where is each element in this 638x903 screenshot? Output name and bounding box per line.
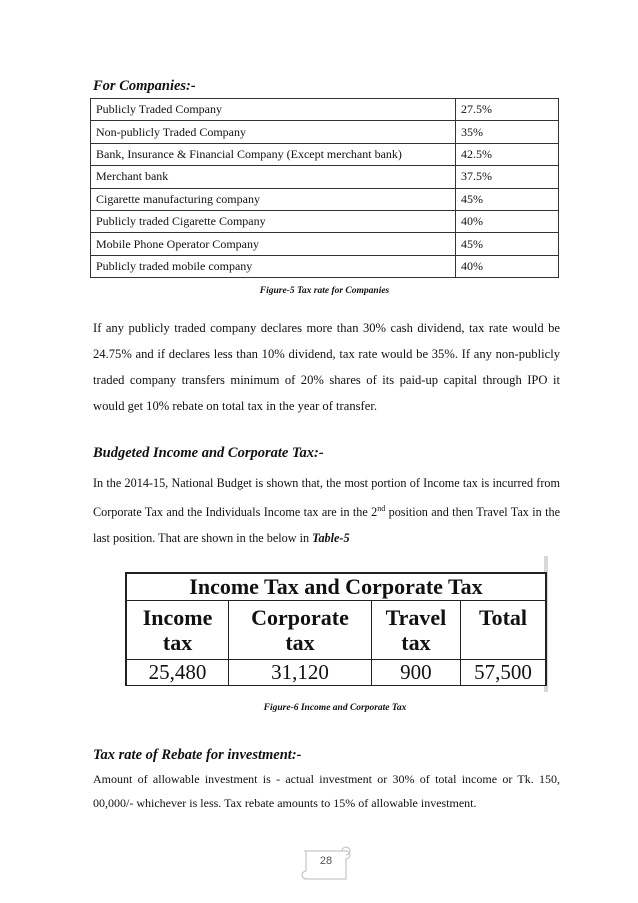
table-row <box>91 255 559 277</box>
table-row <box>91 121 559 143</box>
ict-header-cell: Travel tax <box>371 601 460 660</box>
company-type-cell: Cigarette manufacturing company <box>91 188 456 210</box>
budget-paragraph: In the 2014-15, National Budget is shown that, the most portion of Income tax is incurred from Corporate Tax and the Individuals Income tax are in the 2nd position and then Travel Tax in the last position. That are shown in the below in Table-5 <box>93 476 560 546</box>
company-type-cell: Bank, Insurance & Financial Company (Except merchant bank) <box>91 143 456 165</box>
companies-heading: For Companies:- <box>93 78 196 94</box>
budget-heading: Budgeted Income and Corporate Tax:- <box>93 445 324 461</box>
tax-rate-cell: 40% <box>456 255 559 277</box>
page-number: 28 <box>319 855 333 867</box>
ict-value-cell: 25,480 <box>127 660 229 686</box>
company-tax-rate-table <box>90 98 559 278</box>
company-type-cell: Publicly traded Cigarette Company <box>91 210 456 232</box>
ict-value-cell: 900 <box>371 660 460 686</box>
ict-header-cell: Total <box>461 601 546 660</box>
company-type-cell: Mobile Phone Operator Company <box>91 233 456 255</box>
table-row <box>91 210 559 232</box>
company-type-cell: Publicly traded mobile company <box>91 255 456 277</box>
tax-rate-cell: 37.5% <box>456 166 559 188</box>
company-type-cell: Publicly Traded Company <box>91 99 456 121</box>
ict-value-cell: 57,500 <box>461 660 546 686</box>
company-type-cell: Merchant bank <box>91 166 456 188</box>
table-row <box>91 143 559 165</box>
tax-rate-cell: 35% <box>456 121 559 143</box>
table-row <box>91 166 559 188</box>
ict-value-cell: 31,120 <box>229 660 372 686</box>
figure-5-caption: Figure-5 Tax rate for Companies <box>259 286 390 296</box>
rebate-heading: Tax rate of Rebate for investment:- <box>93 747 302 763</box>
ict-header-cell: Corporate tax <box>229 601 372 660</box>
tax-rate-cell: 40% <box>456 210 559 232</box>
tax-rate-cell: 45% <box>456 188 559 210</box>
table-row <box>91 188 559 210</box>
income-corporate-tax-table <box>126 573 546 686</box>
tax-rate-cell: 27.5% <box>456 99 559 121</box>
ict-header-cell: Income tax <box>127 601 229 660</box>
income-corporate-tax-image <box>125 572 547 686</box>
figure-6-caption: Figure-6 Income and Corporate Tax <box>263 703 407 713</box>
rebate-paragraph: Amount of allowable investment is - actual investment or 30% of total income or Tk. 150, 00,000/- whichever is less. Tax rebate amounts to 15% of allowable investment. <box>93 772 560 810</box>
tax-rate-cell: 45% <box>456 233 559 255</box>
ict-title: Income Tax and Corporate Tax <box>127 574 546 601</box>
table-row <box>91 233 559 255</box>
tax-rate-cell: 42.5% <box>456 143 559 165</box>
table-reference: Table-5 <box>312 531 350 546</box>
dividend-paragraph: If any publicly traded company declares more than 30% cash dividend, tax rate would be 24.75% and if declares less than 10% dividend, tax rate would be 35%. If any non-publicly traded company transfers minimum of 20% shares of its paid-up capital through IPO it would get 10% rebate on total tax in the year of transfer. <box>93 321 560 413</box>
company-type-cell: Non-publicly Traded Company <box>91 121 456 143</box>
table-row <box>91 99 559 121</box>
